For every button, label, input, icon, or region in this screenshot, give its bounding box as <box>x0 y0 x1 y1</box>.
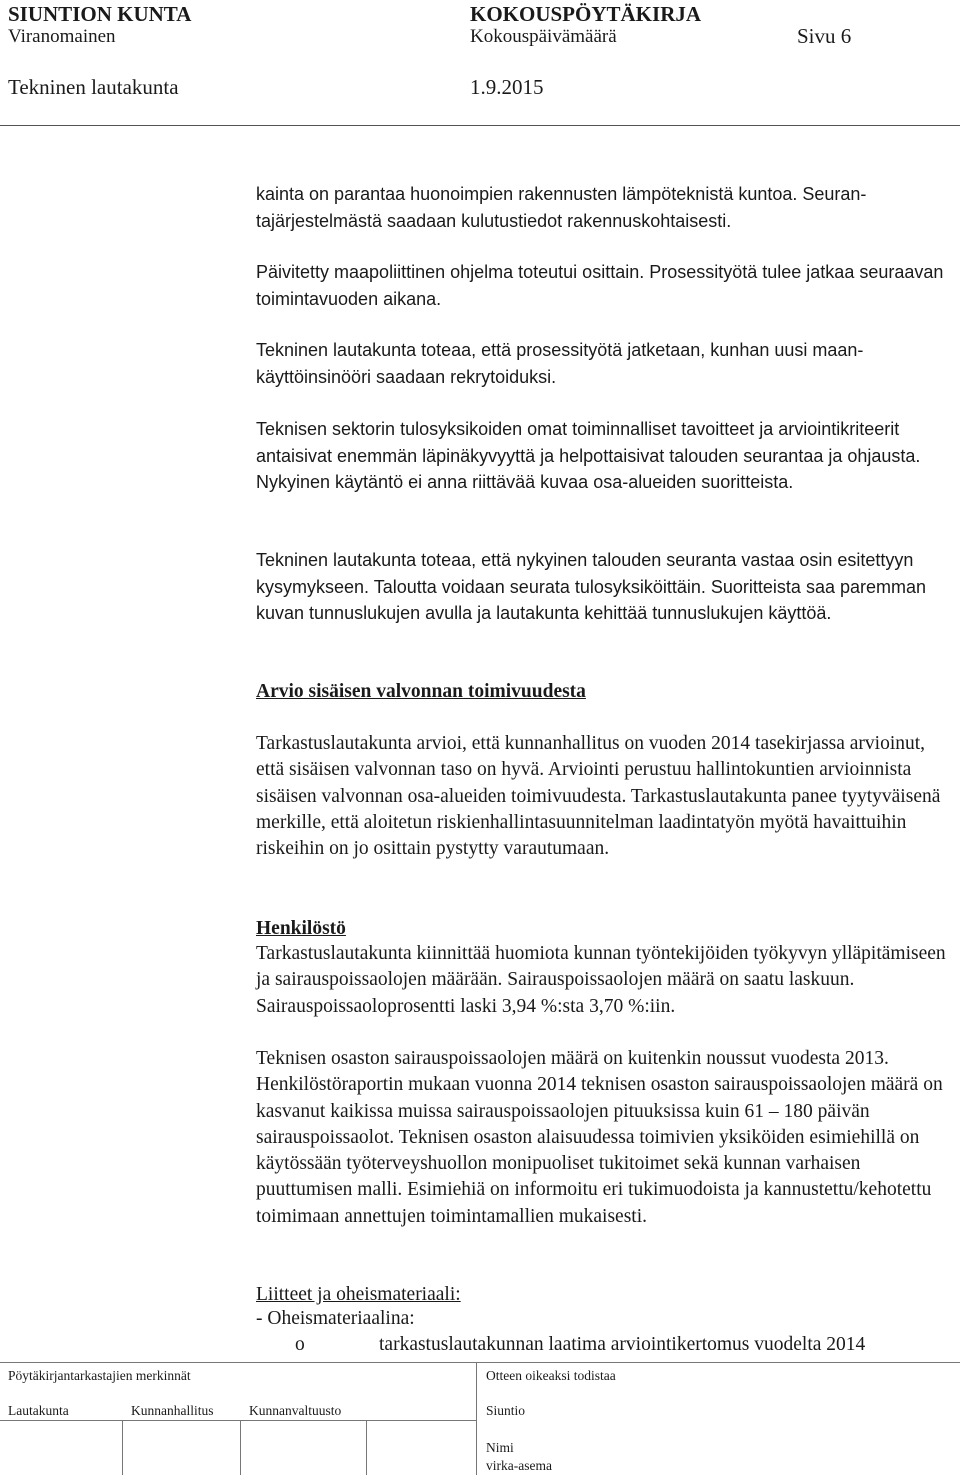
paragraph-5: Tekninen lautakunta toteaa, että nykyinen talouden seuranta vastaa osin esitettyyn kysymykseen. Taloutta voidaan seurata tulosyksiköittäin. Suoritteista saa paremman kuvan tunnuslukujen avulla ja lautakunta kehittää tunnuslukujen käyttöä. <box>256 550 926 623</box>
organization-name: SIUNTION KUNTA <box>8 2 192 26</box>
footer-title-label: virka-asema <box>486 1458 552 1473</box>
authority-value: Tekninen lautakunta <box>8 75 179 99</box>
paragraph-6: Tarkastuslautakunta arvioi, että kunnanhallitus on vuoden 2014 tasekirjassa arvioinut, että sisäisen valvonnan taso on hyvä. Arviointi perustuu hallintokuntien arvioinnista sisäisen valvonnan osa-alueiden toimivuudesta. Tarkastuslautakunta panee tyytyväisenä merkille, että aloitetun riskienhallintasuunnitelman laadintatyön myötä havaittuihin riskeihin on jo osittain pystytty varautumaan. <box>256 733 941 860</box>
paragraph-4: Teknisen sektorin tulosyksikoiden omat toiminnalliset tavoitteet ja arviointikriteerit antaisivat enemmän läpinäkyvyyttä ja helpottaisivat talouden seurantaa ja ohjausta. Nykyinen käytäntö ei anna riittävää kuvaa osa-alueiden suoritteista. <box>256 419 921 492</box>
authority-label: Viranomainen <box>8 26 116 47</box>
footer-place: Siuntio <box>486 1403 526 1418</box>
attachment-sublist-item: tarkastuslautakunnan laatima arviointikertomus vuodelta 2014 <box>379 1334 866 1355</box>
paragraph-1: kainta on parantaa huonoimpien rakennusten lämpöteknistä kuntoa. Seurantajärjestelmästä saadaan kulutustiedot rakennuskohtaisesti. <box>256 184 867 231</box>
date-label: Kokouspäivämäärä <box>470 26 617 47</box>
paragraph-7: Tarkastuslautakunta kiinnittää huomiota kunnan työntekijöiden työkyvyn ylläpitämiseen ja sairauspoissaolojen määrään. Sairauspoissaolojen määrä on saatu laskuun. Sairauspoissaoloprosentti laski 3,94 %:sta 3,70 %:iin. <box>256 943 946 1017</box>
footer-certified-label: Otteen oikeaksi todistaa <box>486 1368 616 1383</box>
footer-column-divider <box>476 1362 477 1475</box>
section-heading-staff: Henkilöstö <box>256 918 346 939</box>
footer-row-rule <box>0 1420 476 1421</box>
footer-top-rule <box>0 1362 960 1363</box>
footer-board-label: Kunnanhallitus <box>131 1403 214 1418</box>
section-heading-internal-control: Arvio sisäisen valvonnan toimivuudesta <box>256 681 586 702</box>
footer-checkers-label: Pöytäkirjantarkastajien merkinnät <box>8 1368 191 1383</box>
paragraph-3: Tekninen lautakunta toteaa, että prosessityötä jatketaan, kunhan uusi maankäyttöinsinööri saadaan rekrytoiduksi. <box>256 340 864 387</box>
footer-name-label: Nimi <box>486 1440 514 1455</box>
page-footer <box>0 1362 960 1475</box>
paragraph-2: Päivitetty maapoliittinen ohjelma toteutui osittain. Prosessityötä tulee jatkaa seuraavan toimintavuoden aikana. <box>256 262 944 309</box>
attachment-sublist-bullet: o <box>295 1334 305 1355</box>
footer-divider-3 <box>366 1420 367 1475</box>
section-heading-attachments: Liitteet ja oheismateriaali: <box>256 1284 461 1305</box>
footer-divider-2 <box>240 1420 241 1475</box>
attachment-list-item: - Oheismateriaalina: <box>256 1308 415 1329</box>
footer-divider-1 <box>122 1420 123 1475</box>
page-number: Sivu 6 <box>797 24 852 48</box>
header-divider <box>0 125 960 126</box>
paragraph-8: Teknisen osaston sairauspoissaolojen määrä on kuitenkin noussut vuodesta 2013. Henkilöstöraportin mukaan vuonna 2014 teknisen osaston sairauspoissaolojen määrä on kasvanut kaikissa muissa sairauspoissaolojen pituuksissa kuin 61 – 180 päivän sairauspoissaolot. Teknisen osaston alaisuudessa toimivien yksiköiden esimiehillä on käytössään työterveyshuollon monipuoliset tukitoimet sekä kunnan varhaisen puuttumisen malli. Esimiehiä on informoitu eri tukimuodoista ja kannustettu/kehotettu toimimaan annettujen toimintamallien mukaisesti. <box>256 1048 943 1227</box>
meeting-date: 1.9.2015 <box>470 75 544 99</box>
document-type: KOKOUSPÖYTÄKIRJA <box>470 2 702 26</box>
footer-council-label: Kunnanvaltuusto <box>249 1403 342 1418</box>
footer-committee-label: Lautakunta <box>8 1403 69 1418</box>
